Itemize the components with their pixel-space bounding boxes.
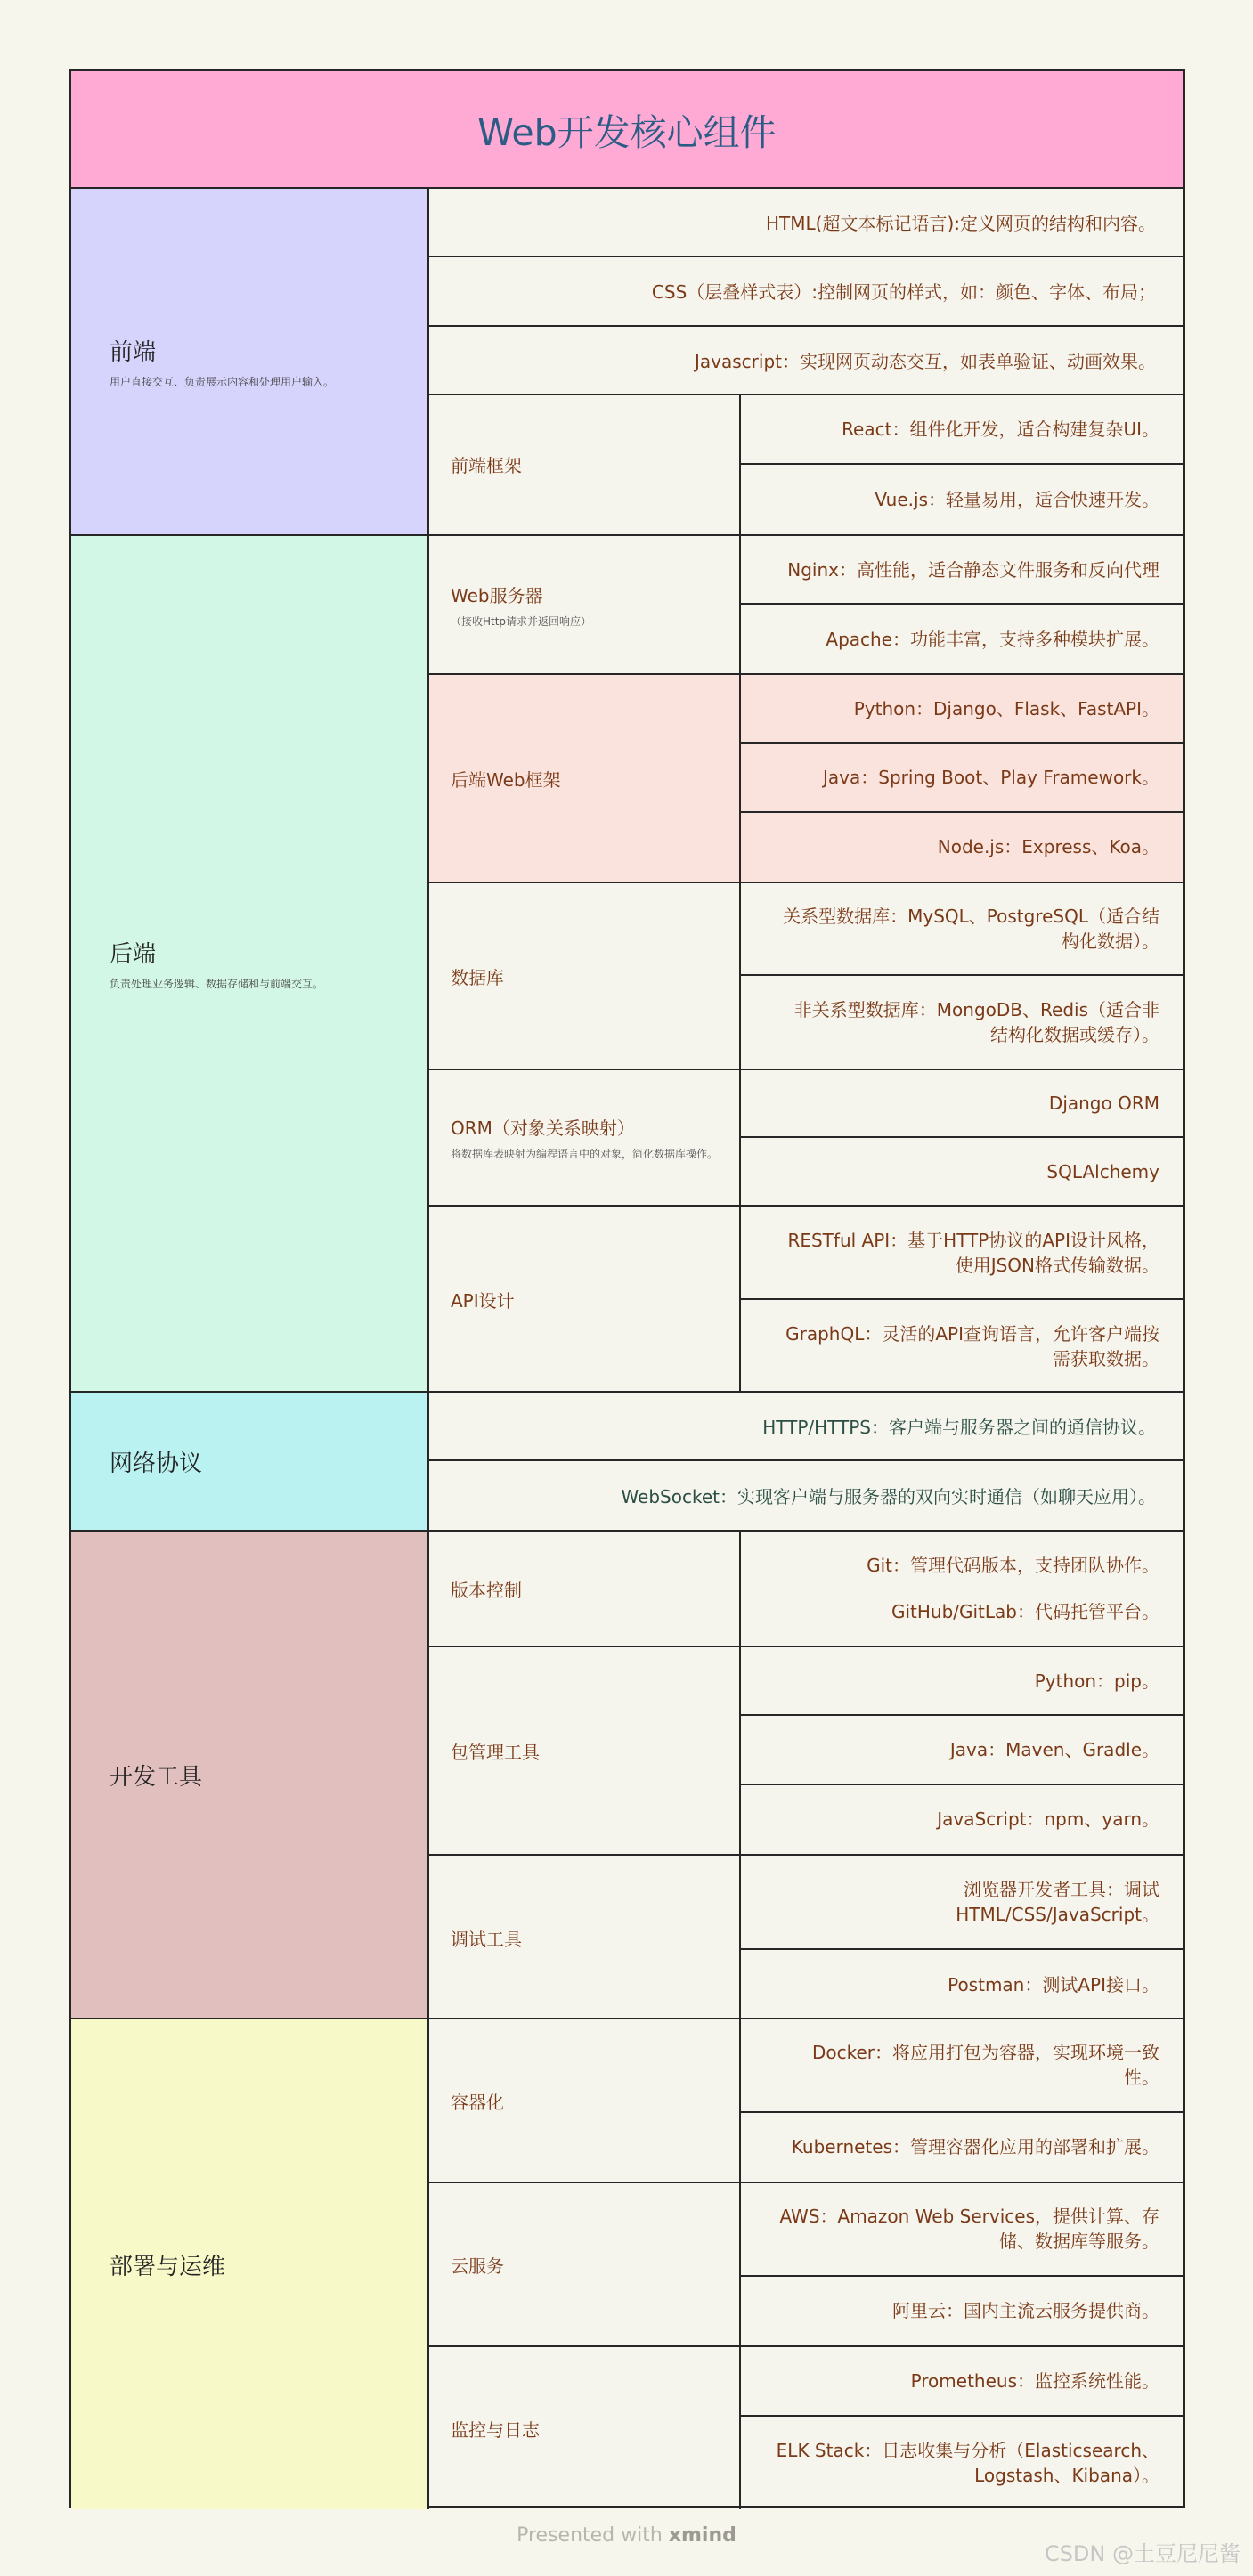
- subtopic-backend-framework: [429, 675, 741, 882]
- leaf-nginx: [741, 536, 1183, 605]
- leaf-aws: [741, 2183, 1183, 2277]
- leaf-list: [741, 883, 1183, 1069]
- topic-html: HTML(超文本标记语言):定义网页的结构和内容。: [429, 189, 1183, 257]
- subtopic-name: 前端框架: [451, 455, 522, 477]
- leaf-devtools: [741, 1856, 1183, 1950]
- leaf-prometheus: [741, 2347, 1183, 2417]
- leaf-python-frameworks: [741, 675, 1183, 744]
- group-database: [429, 883, 1183, 1070]
- subtopic-cloud: [429, 2183, 741, 2345]
- leaf-list: [741, 2347, 1183, 2509]
- deploy-topics: [429, 2019, 1183, 2509]
- leaf-list: [741, 1070, 1183, 1205]
- leaf-list: [741, 1532, 1183, 1646]
- backend-topics: [429, 536, 1183, 1391]
- leaf-text: SQLAlchemy: [1046, 1160, 1159, 1182]
- subtopic-api-design: [429, 1207, 741, 1393]
- leaf-text: Java：Spring Boot、Play Framework。: [823, 767, 1159, 789]
- leaf-text-line: GraphQL：灵活的API查询语言，允许客户端按: [785, 1323, 1159, 1345]
- leaf-text: JavaScript：npm、yarn。: [937, 1808, 1159, 1831]
- leaf-text: Python：Django、Flask、FastAPI。: [853, 697, 1159, 719]
- leaf-docker: [741, 2019, 1183, 2113]
- group-api-design: [429, 1207, 1183, 1393]
- leaf-list: [741, 1207, 1183, 1393]
- leaf-list: [741, 1856, 1183, 2019]
- category-name: 网络协议: [110, 1450, 203, 1477]
- leaf-list: [741, 395, 1183, 534]
- leaf-restful: [741, 1207, 1183, 1300]
- leaf-pip: [741, 1647, 1183, 1716]
- leaf-text-line: GitHub/GitLab：代码托管平台。: [891, 1601, 1159, 1622]
- leaf-list: [741, 2019, 1183, 2182]
- subtopic-name: 数据库: [451, 966, 504, 988]
- leaf-text-line: 储、数据库等服务。: [999, 2231, 1159, 2253]
- section-frontend: [71, 189, 1183, 536]
- leaf-kubernetes: [741, 2113, 1183, 2182]
- subtopic-name: ORM（对象关系映射）: [451, 1117, 635, 1139]
- subtopic-name: 调试工具: [451, 1928, 522, 1950]
- leaf-apache: [741, 605, 1183, 673]
- leaf-sqlalchemy: [741, 1138, 1183, 1205]
- leaf-text-line: RESTful API：基于HTTP协议的API设计风格，: [787, 1229, 1159, 1251]
- leaf-text: Django ORM: [1048, 1093, 1159, 1114]
- group-cloud: [429, 2183, 1183, 2347]
- leaf-text-line: ELK Stack：日志收集与分析（Elasticsearch、: [776, 2440, 1159, 2461]
- section-deploy: [71, 2019, 1183, 2509]
- leaf-text-line: 性。: [1124, 2067, 1159, 2089]
- leaf-text-line: 结构化数据或缓存）。: [990, 1024, 1159, 1045]
- leaf-relational-db: [741, 883, 1183, 976]
- leaf-text: Nginx：高性能，适合静态文件服务和反向代理: [787, 558, 1159, 581]
- leaf-maven: [741, 1716, 1183, 1784]
- leaf-text: Python：pip。: [1034, 1670, 1159, 1692]
- leaf-text: Postman：测试API接口。: [948, 1974, 1159, 1995]
- category-desc: 负责处理业务逻辑、数据存储和与前端交互。: [110, 978, 324, 990]
- subtopic-name: 云服务: [451, 2255, 504, 2277]
- leaf-vue: [741, 465, 1183, 534]
- group-frontend-framework: [429, 395, 1183, 534]
- leaf-text: Node.js：Express、Koa。: [937, 836, 1159, 858]
- group-package-manager: [429, 1647, 1183, 1856]
- dev-tools-topics: [429, 1532, 1183, 2018]
- group-version-control: [429, 1532, 1183, 1647]
- group-monitoring: [429, 2347, 1183, 2509]
- leaf-list: [741, 1647, 1183, 1854]
- leaf-text: Vue.js：轻量易用，适合快速开发。: [875, 488, 1159, 510]
- subtopic-orm: [429, 1070, 741, 1205]
- group-web-server: [429, 536, 1183, 675]
- leaf-react: [741, 395, 1183, 465]
- subtopic-monitoring: [429, 2347, 741, 2509]
- topic-http: HTTP/HTTPS：客户端与服务器之间的通信协议。: [429, 1393, 1183, 1461]
- subtopic-name: 监控与日志: [451, 2418, 540, 2441]
- leaf-text-line: 构化数据）。: [1062, 930, 1159, 952]
- network-topics: [429, 1393, 1183, 1530]
- group-orm: [429, 1070, 1183, 1207]
- leaf-npm: [741, 1785, 1183, 1854]
- subtopic-frontend-framework: [429, 395, 741, 534]
- leaf-text: React：组件化开发，适合构建复杂UI。: [842, 418, 1159, 440]
- leaf-java-frameworks: [741, 744, 1183, 812]
- subtopic-name: 容器化: [451, 2091, 504, 2113]
- subtopic-name: 包管理工具: [451, 1741, 540, 1763]
- leaf-git: [741, 1532, 1183, 1646]
- leaf-text: Kubernetes：管理容器化应用的部署和扩展。: [791, 2136, 1159, 2158]
- leaf-text-line: 使用JSON格式传输数据。: [955, 1254, 1159, 1276]
- category-name: 部署与运维: [110, 2253, 226, 2280]
- leaf-text: Apache：功能丰富，支持多种模块扩展。: [826, 628, 1159, 650]
- section-dev-tools: [71, 1532, 1183, 2019]
- group-backend-framework: [429, 675, 1183, 883]
- leaf-postman: [741, 1950, 1183, 2019]
- category-deploy: [71, 2019, 429, 2509]
- leaf-list: [741, 536, 1183, 673]
- topic-javascript: Javascript：实现网页动态交互，如表单验证、动画效果。: [429, 327, 1183, 395]
- leaf-text-line: 关系型数据库：MySQL、PostgreSQL（适合结: [783, 906, 1159, 927]
- leaf-text-line: Git：管理代码版本，支持团队协作。: [867, 1555, 1159, 1576]
- leaf-text: Prometheus：监控系统性能。: [910, 2370, 1159, 2392]
- group-debug-tools: [429, 1856, 1183, 2019]
- subtopic-name: 后端Web框架: [451, 768, 561, 791]
- category-dev-tools: [71, 1532, 429, 2018]
- group-container: [429, 2019, 1183, 2183]
- leaf-text-line: AWS：Amazon Web Services，提供计算、存: [779, 2206, 1159, 2228]
- leaf-text-line: 需获取数据。: [1053, 1348, 1159, 1369]
- category-backend: [71, 536, 429, 1391]
- leaf-graphql: [741, 1300, 1183, 1393]
- section-backend: [71, 536, 1183, 1393]
- footer-prefix: Presented with: [517, 2524, 663, 2547]
- topic-css: CSS（层叠样式表）:控制网页的样式，如：颜色、字体、布局；: [429, 257, 1183, 326]
- leaf-nosql-db: [741, 976, 1183, 1069]
- csdn-watermark: CSDN @土豆尼尼酱: [1044, 2541, 1241, 2566]
- subtopic-name: 版本控制: [451, 1579, 522, 1601]
- leaf-text-line: Logstash、Kibana）。: [974, 2465, 1159, 2486]
- subtopic-name: API设计: [451, 1290, 515, 1312]
- leaf-aliyun: [741, 2277, 1183, 2345]
- leaf-text: 阿里云：国内主流云服务提供商。: [892, 2300, 1159, 2322]
- category-desc: 用户直接交互、负责展示内容和处理用户输入。: [110, 376, 335, 388]
- xmind-logo[interactable]: xmind: [668, 2524, 736, 2547]
- leaf-node-frameworks: [741, 813, 1183, 882]
- category-name: 前端: [110, 339, 157, 366]
- topic-websocket: WebSocket：实现客户端与服务器的双向实时通信（如聊天应用）。: [621, 1486, 1156, 1507]
- category-name: 后端: [110, 941, 157, 968]
- leaf-text: Java：Maven、Gradle。: [949, 1739, 1159, 1761]
- subtopic-web-server: [429, 536, 741, 673]
- subtopic-version-control: [429, 1532, 741, 1646]
- subtopic-desc: （接收Http请求并返回响应）: [451, 614, 592, 628]
- leaf-django-orm: [741, 1070, 1183, 1138]
- leaf-text-line: Docker：将应用打包为容器，实现环境一致: [811, 2042, 1159, 2064]
- leaf-list: [741, 675, 1183, 882]
- subtopic-name: Web服务器: [451, 584, 543, 606]
- section-network: [71, 1393, 1183, 1532]
- mindmap-table: [69, 69, 1185, 2508]
- leaf-elk: [741, 2417, 1183, 2509]
- leaf-list: [741, 2183, 1183, 2345]
- frontend-topics: [429, 189, 1183, 534]
- subtopic-package-manager: [429, 1647, 741, 1854]
- category-name: 开发工具: [110, 1763, 203, 1791]
- page-title: Web开发核心组件: [71, 71, 1183, 189]
- subtopic-database: [429, 883, 741, 1069]
- subtopic-container: [429, 2019, 741, 2182]
- category-frontend: [71, 189, 429, 534]
- leaf-text-line: 浏览器开发者工具：调试: [964, 1879, 1159, 1900]
- subtopic-debug-tools: [429, 1856, 741, 2019]
- leaf-text-line: HTML/CSS/JavaScript。: [956, 1904, 1159, 1925]
- leaf-text-line: 非关系型数据库：MongoDB、Redis（适合非: [793, 999, 1159, 1020]
- category-network: [71, 1393, 429, 1530]
- subtopic-desc: 将数据库表映射为编程语言中的对象，简化数据库操作。: [451, 1148, 719, 1160]
